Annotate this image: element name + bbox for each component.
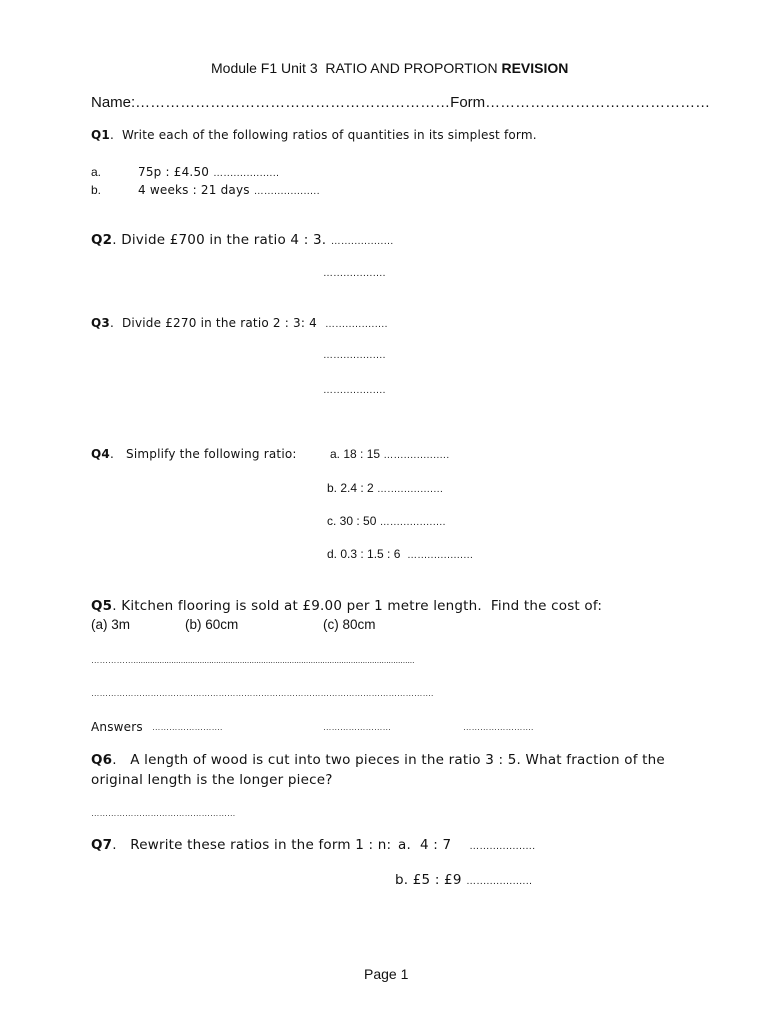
q5-answer-blank: …………………… xyxy=(323,722,391,732)
q5-working-line: ……………....................................................................................................................... xyxy=(91,655,415,665)
q2-answer-blank: …................ xyxy=(323,268,386,279)
q5-answer-blank: ……………………. xyxy=(463,722,534,732)
page-title: Module F1 Unit 3 RATIO AND PROPORTION REVISION xyxy=(211,60,569,76)
q4-item-d: d. 0.3 : 1.5 : 6 …................. xyxy=(327,547,474,561)
q7-item-a: a. 4 : 7 …................. xyxy=(398,837,536,853)
q7-item-b: b. £5 : £9 …................. xyxy=(395,872,533,888)
q5-answer-blank: ……………………. xyxy=(152,722,223,732)
question-2: Q2. Divide £700 in the ratio 4 : 3. …................ xyxy=(91,232,394,248)
question-1: Q1. Write each of the following ratios of quantities in its simplest form. xyxy=(91,128,537,142)
q1-item-a-label: a. xyxy=(91,165,102,179)
q5-working-line: …………………………………………………………………………………………………………. xyxy=(91,688,434,698)
q5-part-b: (b) 60cm xyxy=(185,617,239,632)
question-6-continued: original length is the longer piece? xyxy=(91,772,333,788)
question-5: Q5. Kitchen flooring is sold at £9.00 per 1 metre length. Find the cost of: xyxy=(91,598,603,614)
q5-answers-label: Answers xyxy=(91,720,147,734)
q1-item-a: 75p : £4.50 …................. xyxy=(138,165,280,179)
page-number: Page 1 xyxy=(364,966,409,982)
q1-item-b-label: b. xyxy=(91,183,102,197)
q5-part-c: (c) 80cm xyxy=(323,617,376,632)
q4-item-c: c. 30 : 50 …................. xyxy=(327,514,446,528)
question-7: Q7. Rewrite these ratios in the form 1 : n: xyxy=(91,837,392,853)
q5-part-a: (a) 3m xyxy=(91,617,131,632)
q1-item-b: 4 weeks : 21 days …................. xyxy=(138,183,320,197)
question-4: Q4. Simplify the following ratio: xyxy=(91,447,297,461)
name-form-line: Name:………………………………………………………Form……………………………………… xyxy=(91,94,711,111)
q3-answer-blank: …................ xyxy=(323,385,386,396)
q3-answer-blank: …................ xyxy=(323,350,386,361)
q4-item-b: b. 2.4 : 2 …................. xyxy=(327,481,444,495)
question-6: Q6. A length of wood is cut into two pieces in the ratio 3 : 5. What fraction of the xyxy=(91,752,665,768)
q6-answer-blank: …………………………………………… xyxy=(91,808,236,818)
q4-item-a: a. 18 : 15 …................. xyxy=(330,447,450,461)
question-3: Q3. Divide £270 in the ratio 2 : 3: 4 …................ xyxy=(91,316,388,330)
